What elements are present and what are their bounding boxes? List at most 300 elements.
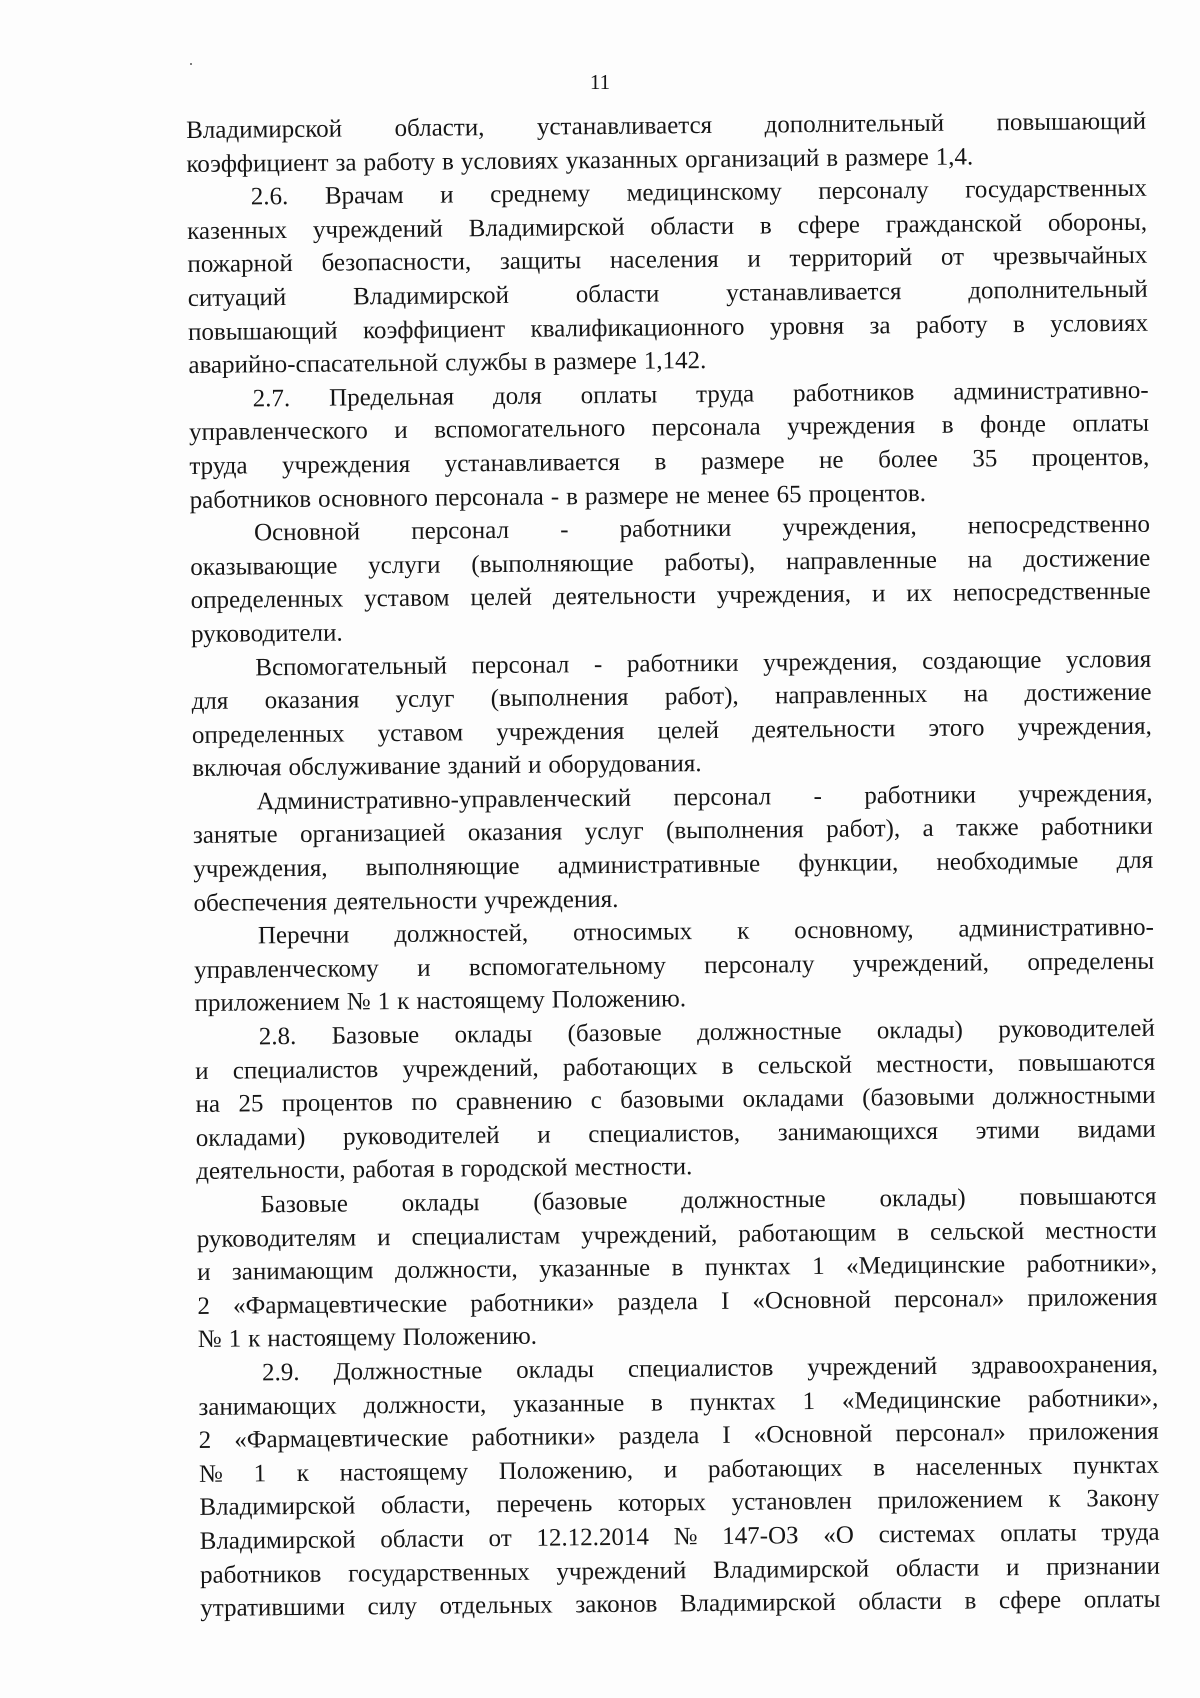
word: этого [928, 714, 985, 742]
word: работая [352, 1156, 435, 1184]
word: учреждений [807, 1352, 938, 1382]
word: Врачам [324, 182, 404, 210]
word: учреждения, [716, 580, 852, 610]
word: оказания [467, 818, 563, 847]
word: за [869, 311, 891, 340]
word: (выполнения [490, 683, 629, 713]
word: повышающий [996, 107, 1147, 137]
word: Вспомогательный [255, 652, 448, 681]
word: учреждений, [852, 949, 990, 978]
word: в [650, 1389, 664, 1417]
word: работников [792, 378, 915, 407]
word: труда [1101, 1518, 1160, 1547]
word: окладами [742, 1084, 844, 1113]
word: области [650, 212, 735, 241]
word: этими [975, 1116, 1040, 1145]
word: (выполнения [665, 816, 804, 845]
word: области [858, 1587, 943, 1616]
word: пунктах [1072, 1451, 1160, 1480]
word: обороны, [1047, 208, 1148, 237]
word: работу [363, 148, 436, 176]
word: оплаты [1000, 1519, 1077, 1548]
word: целей [470, 584, 533, 612]
word: достижение [1023, 544, 1151, 573]
word: пожарной [187, 250, 293, 279]
word: I [722, 1421, 731, 1450]
word: указанные [513, 1389, 625, 1418]
word: здравоохранения, [971, 1350, 1159, 1380]
word: оказывающие [190, 552, 338, 581]
word: государственных [965, 174, 1147, 204]
word: необходимые [936, 847, 1079, 876]
word: дополнительный [764, 109, 945, 139]
word: населенных [915, 1452, 1043, 1481]
word: обеспечения [193, 888, 328, 917]
word: процентов, [1031, 443, 1150, 472]
word: достижение [1024, 678, 1152, 708]
word: гражданской [885, 209, 1023, 239]
word: в [441, 148, 455, 176]
word: приложением [877, 1486, 1023, 1515]
word: работников [189, 485, 312, 514]
word: местности, [876, 1049, 995, 1079]
word: чрезвычайных [992, 242, 1148, 271]
word: (базовые [567, 1019, 662, 1048]
word: утратившими [200, 1593, 346, 1623]
word: к [737, 917, 750, 945]
word: и [394, 417, 408, 445]
word: медицинскому [626, 178, 782, 207]
word: работники [619, 514, 732, 543]
word: приложения [1028, 1417, 1159, 1447]
word: территорий [789, 244, 913, 273]
word: № [673, 1523, 698, 1551]
word: учреждения, [1017, 712, 1152, 741]
word: процентов [281, 1089, 394, 1118]
word: уставом [364, 584, 450, 613]
word: условиях [460, 147, 559, 175]
word: в [721, 1052, 734, 1080]
word: устанавливается [726, 278, 902, 307]
word: и [663, 1456, 678, 1484]
word: Должностные [333, 1357, 483, 1386]
word: работу [915, 310, 988, 339]
word: службы [444, 348, 528, 377]
word: приложения [1027, 1283, 1158, 1312]
word: в [1012, 310, 1025, 338]
word: управленческого [188, 417, 368, 447]
word: работников [199, 1560, 322, 1589]
word: должностные [681, 1185, 826, 1215]
word: - [550, 482, 560, 511]
word: оклады) [876, 1016, 964, 1045]
word: Владимирской [199, 1526, 356, 1555]
word: «Основной [753, 1420, 873, 1449]
word: непосредственные [952, 578, 1151, 607]
word: в [534, 348, 547, 376]
word: а [922, 815, 934, 843]
word: № [197, 1326, 222, 1354]
word: 65 [776, 480, 802, 508]
word: должностные [696, 1017, 842, 1047]
word: персонал» [893, 1284, 1005, 1314]
word: Владимирской [679, 1588, 836, 1618]
word: системах [878, 1520, 976, 1549]
word: управленческому [194, 955, 379, 984]
word: в [826, 144, 839, 172]
word: определены [1027, 947, 1155, 976]
word: условия [1065, 645, 1152, 674]
word: размере [584, 481, 669, 510]
word: 2.9. [261, 1358, 300, 1387]
word: Владимирской [186, 115, 343, 144]
word: персоналу [818, 177, 929, 206]
word: деятельности [752, 714, 896, 744]
word: административные [557, 850, 761, 880]
word: - [560, 516, 569, 544]
word: их [906, 580, 933, 608]
word: коэффициент [362, 315, 506, 344]
word: работ), [664, 682, 739, 711]
word: 1 [377, 988, 391, 1016]
word: работающих [562, 1052, 698, 1082]
word: сравнению [455, 1087, 573, 1116]
word: на [195, 1090, 221, 1119]
word: оказания [264, 686, 360, 715]
word: труда [695, 380, 755, 408]
word: 147-ОЗ [722, 1522, 799, 1550]
word: фонде [979, 411, 1047, 439]
word: «О [823, 1521, 855, 1549]
word: функции, [798, 849, 899, 878]
word: области [575, 280, 660, 309]
word: работники» [471, 1423, 596, 1452]
word: - [813, 782, 823, 810]
word: направленные [785, 546, 938, 575]
word: занятые [192, 821, 278, 850]
word: работники», [1027, 1384, 1159, 1413]
word: работники [864, 781, 977, 810]
word: к [247, 1325, 261, 1353]
word: «Фармацевтические [234, 1424, 449, 1454]
word: и [527, 751, 542, 780]
word: за [335, 148, 357, 177]
word: повышаются [1017, 1048, 1156, 1077]
word: оборудования. [548, 750, 702, 779]
word: законов [575, 1590, 658, 1619]
word: населения [609, 246, 719, 275]
word: специалистов [232, 1055, 379, 1085]
word: более [878, 445, 938, 474]
word: для [191, 687, 229, 716]
word: 1 [812, 1253, 825, 1281]
word: непосредственно [967, 510, 1151, 540]
word: 2 [198, 1426, 212, 1455]
word: признании [1046, 1552, 1161, 1581]
word: Владимирской [712, 1555, 870, 1584]
word: руководителям [196, 1224, 357, 1253]
word: отдельных [439, 1591, 553, 1620]
word: процентов. [808, 479, 927, 508]
word: «Фармацевтические [232, 1290, 448, 1320]
word: Административно-управленческий [256, 784, 632, 816]
word: видами [1077, 1115, 1156, 1144]
word: перечень [496, 1490, 593, 1519]
word: в [759, 212, 772, 240]
word: персонала [434, 483, 544, 512]
word: устанавливается [444, 448, 621, 478]
word: учреждения, [1018, 779, 1153, 808]
word: Основной [253, 518, 361, 547]
word: установлен [731, 1488, 852, 1517]
word: окладами) [195, 1123, 306, 1152]
word: приложением [194, 989, 340, 1018]
word: условиях [1050, 309, 1149, 338]
word: персонал [411, 517, 510, 545]
word: целей [657, 716, 720, 745]
word: «Основной [752, 1286, 872, 1315]
word: 35 [972, 445, 998, 473]
word: пунктах [704, 1253, 791, 1282]
word: административно- [953, 376, 1149, 406]
word: сельской [757, 1051, 853, 1080]
word: услуг [584, 818, 644, 846]
word: руководители. [190, 619, 343, 648]
word: персонал» [895, 1419, 1006, 1448]
word: 2.6. [250, 183, 289, 211]
word: к [296, 1459, 310, 1487]
word: I [720, 1287, 730, 1315]
word: Перечни [257, 921, 350, 950]
word: должности, [363, 1390, 487, 1419]
word: - [593, 650, 603, 678]
word: среднему [490, 180, 591, 209]
word: выполняющие [365, 852, 520, 882]
word: включая [192, 754, 282, 783]
word: работающих [707, 1454, 843, 1483]
word: Владимирской [352, 281, 510, 311]
document-body [186, 105, 1160, 1626]
word: должностей, [394, 920, 529, 949]
word: руководителей [342, 1121, 500, 1151]
word: оклады [516, 1356, 595, 1384]
word: деятельности [333, 886, 478, 916]
word: учреждения [281, 450, 411, 480]
word: повышаются [1019, 1182, 1157, 1212]
word: услуги [368, 551, 441, 579]
word: государственных [347, 1558, 530, 1588]
word: 1 [253, 1460, 267, 1488]
word: персонал [471, 650, 570, 679]
word: от [488, 1524, 512, 1553]
word: к [397, 988, 410, 1016]
word: указанных [565, 145, 679, 174]
word: услуг [395, 685, 455, 714]
word: должностными [992, 1081, 1156, 1111]
word: деятельности [552, 582, 697, 611]
word: и [871, 580, 886, 608]
word: в [941, 411, 954, 440]
word: от [940, 243, 965, 272]
word: дополнительный [968, 275, 1148, 305]
word: оклады [454, 1020, 533, 1049]
word: Владимирской [468, 213, 625, 243]
word: административно- [958, 913, 1154, 943]
word: 1,142. [643, 347, 707, 375]
word: 2 [197, 1292, 211, 1320]
word: на [967, 546, 993, 574]
word: базовыми [620, 1086, 725, 1115]
word: вспомогательного [434, 415, 626, 444]
word: коэффициент [186, 149, 329, 178]
word: оплаты [1072, 410, 1150, 438]
word: Предельная [328, 383, 455, 412]
word: занимающим [231, 1257, 374, 1286]
word: обслуживание [288, 752, 441, 782]
word: 12.12.2014 [536, 1523, 650, 1552]
word: учреждения [496, 717, 625, 746]
word: в [566, 482, 579, 510]
word: и [377, 1223, 391, 1251]
word: «Медицинские [841, 1385, 1002, 1415]
word: работы), [664, 548, 756, 577]
word: определенных [191, 720, 345, 749]
word: пунктах [689, 1387, 776, 1416]
word: размере [553, 347, 637, 376]
word: 25 [238, 1090, 264, 1118]
word: оклады) [879, 1184, 966, 1213]
word: квалификационного [530, 313, 745, 343]
word: работники», [1026, 1249, 1158, 1279]
word: указанные [539, 1254, 651, 1283]
word: Положению. [402, 1323, 538, 1352]
word: работники [626, 649, 739, 678]
word: в [897, 1218, 910, 1246]
word: основному, [794, 916, 914, 945]
word: зданий [447, 752, 522, 780]
word: не [675, 481, 701, 509]
word: ситуаций [187, 284, 287, 312]
word: (базовыми [862, 1083, 975, 1112]
word: уровня [769, 312, 845, 340]
word: деятельности, [196, 1156, 346, 1186]
word: местности. [574, 1153, 693, 1182]
word: занимающихся [777, 1117, 939, 1147]
word: направленных [774, 681, 928, 710]
word: для [1116, 846, 1154, 875]
word: области, [394, 114, 485, 142]
word: труда [189, 452, 248, 480]
word: в [671, 1254, 684, 1282]
word: оклады [401, 1189, 480, 1217]
word: защиты [499, 247, 582, 276]
word: Положению, [498, 1456, 634, 1485]
word: аварийно-спасательной [188, 349, 439, 380]
word: в [654, 448, 667, 476]
word: области [380, 1525, 465, 1554]
word: занимающих [198, 1392, 337, 1421]
word: специалистов, [588, 1119, 741, 1148]
word: размере [700, 447, 785, 476]
word: казенных [186, 216, 288, 245]
word: и [747, 245, 761, 273]
word: № [346, 988, 371, 1016]
word: работники [1040, 813, 1153, 842]
word: определенных [190, 585, 344, 615]
word: (выполняющие [471, 549, 634, 579]
word: учреждений, [581, 1220, 718, 1249]
word: учреждений [556, 1556, 687, 1586]
word: устанавливается [536, 111, 713, 141]
word: основного [317, 484, 429, 513]
word: области [895, 1553, 980, 1582]
word: также [956, 814, 1019, 843]
word: Закону [1086, 1485, 1160, 1513]
word: организаций [684, 144, 820, 173]
word: безопасности, [321, 248, 472, 278]
word: к [1048, 1486, 1061, 1514]
word: и [196, 1259, 211, 1287]
word: учреждения. [484, 885, 619, 914]
word: специалистов [627, 1354, 774, 1383]
word: по [411, 1088, 438, 1117]
word: № [198, 1460, 224, 1488]
word: доля [492, 382, 542, 410]
word: персоналу [704, 950, 815, 979]
page-number: 11 [589, 70, 611, 94]
word: и [417, 954, 431, 982]
word: раздела [617, 1287, 699, 1316]
word: размере [844, 143, 929, 172]
word: учреждения, [763, 647, 898, 676]
word: не [818, 446, 844, 474]
word: учреждения, [782, 513, 917, 542]
word: персонала [651, 413, 761, 442]
word: и [1005, 1553, 1020, 1581]
word: вспомогательному [468, 952, 666, 982]
word: работающим [738, 1219, 877, 1248]
word: работ), [826, 815, 901, 844]
word: создающие [921, 646, 1042, 675]
word: оплаты [1083, 1585, 1161, 1614]
word: в [873, 1454, 886, 1482]
word: организацией [299, 820, 446, 849]
word: 1 [228, 1325, 242, 1354]
word: Базовые [260, 1190, 348, 1219]
word: персонал [673, 783, 772, 812]
word: менее [706, 480, 770, 509]
word: учреждения, [193, 854, 328, 884]
word: оплаты [580, 381, 658, 409]
word: и [537, 1121, 551, 1149]
word: 1 [802, 1387, 816, 1415]
word: учреждения [787, 412, 916, 441]
word: настоящему [267, 1324, 396, 1353]
word: и [440, 181, 454, 209]
word: и [195, 1057, 209, 1085]
word: Базовые [331, 1021, 420, 1050]
word: настоящему [339, 1458, 469, 1487]
word: 2.8. [258, 1023, 297, 1051]
word: области, [380, 1491, 471, 1520]
word: силу [367, 1592, 418, 1621]
word: специалистам [411, 1222, 561, 1251]
scan-speck [190, 63, 192, 65]
word: в [441, 1155, 454, 1183]
word: Положению. [551, 985, 687, 1014]
word: 2.7. [252, 384, 291, 413]
word: относимых [572, 918, 693, 947]
